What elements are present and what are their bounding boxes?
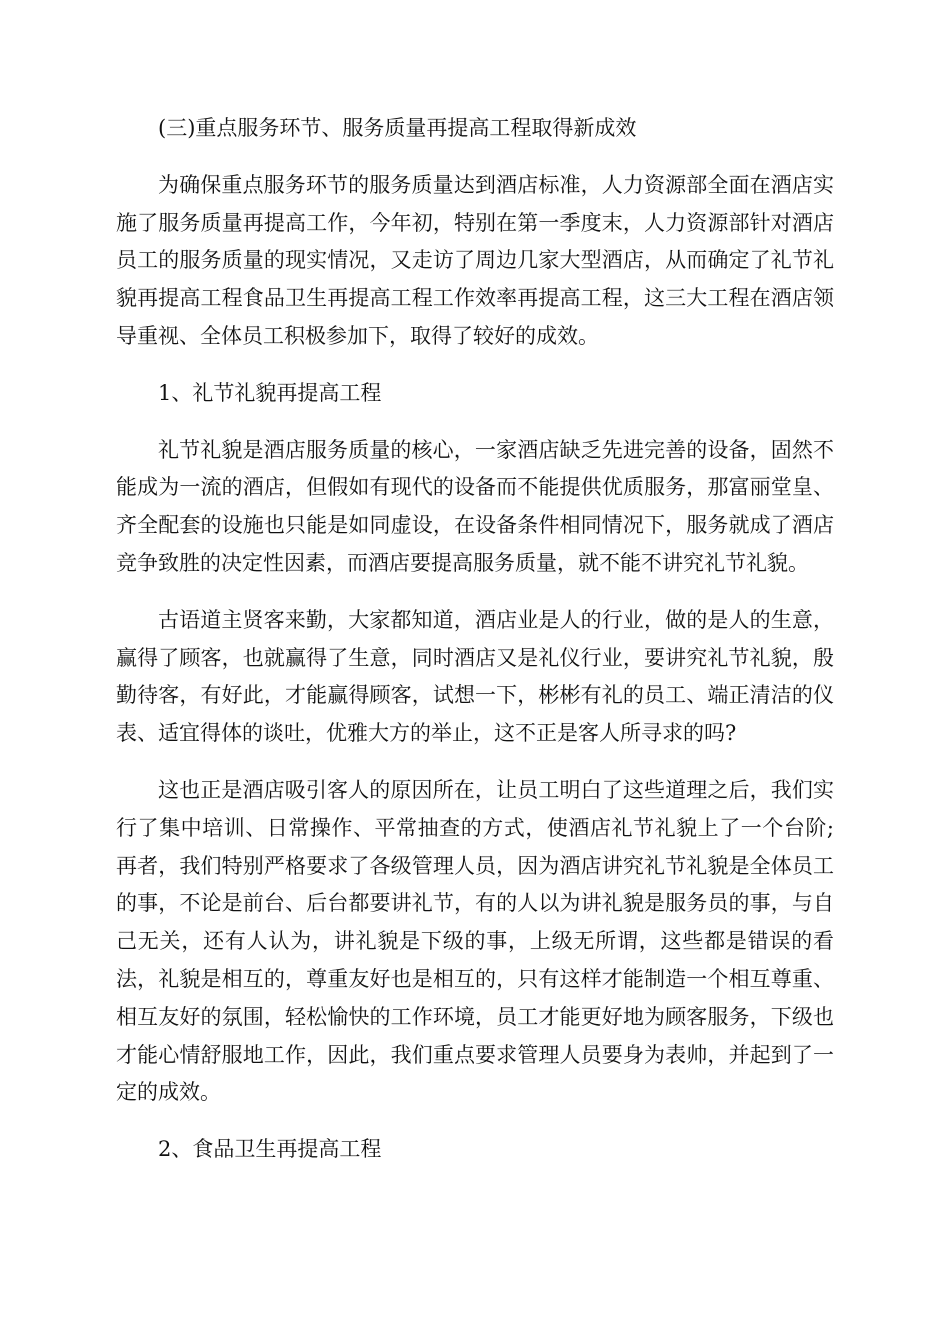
subheading-food-hygiene: 2、食品卫生再提高工程 bbox=[158, 1137, 382, 1162]
subheading-courtesy: 1、礼节礼貌再提高工程 bbox=[158, 380, 382, 405]
paragraph-hospitality: 古语道主贤客来勤，大家都知道，酒店业是人的行业，做的是人的生意，赢得了顾客，也就赢得了生意，同时酒店又是礼仪行业，要讲究礼节礼貌，殷勤待客，有好此，才能赢得顾客，试想一下，彬彬有礼的员工、端正清洁的仪表、适宜得体的谈吐，优雅大方的举止，这不正是客人所寻求的吗? bbox=[116, 607, 834, 746]
intro-paragraph: 为确保重点服务环节的服务质量达到酒店标准，人力资源部全面在酒店实施了服务质量再提高工作，今年初，特别在第一季度末，人力资源部针对酒店员工的服务质量的现实情况，又走访了周边几家大型酒店，从而确定了礼节礼貌再提高工程食品卫生再提高工程工作效率再提高工程，这三大工程在酒店领导重视、全体员工积极参加下，取得了较好的成效。 bbox=[116, 172, 834, 348]
section-heading: (三)重点服务环节、服务质量再提高工程取得新成效 bbox=[158, 116, 637, 140]
paragraph-courtesy-core: 礼节礼貌是酒店服务质量的核心，一家酒店缺乏先进完善的设备，固然不能成为一流的酒店，但假如有现代的设备而不能提供优质服务，那富丽堂皇、齐全配套的设施也只能是如同虚设，在设备条件相同情况下，服务就成了酒店竞争致胜的决定性因素，而酒店要提高服务质量，就不能不讲究礼节礼貌。 bbox=[116, 437, 834, 575]
paragraph-training: 这也正是酒店吸引客人的原因所在，让员工明白了这些道理之后，我们实行了集中培训、日常操作、平常抽查的方式，使酒店礼节礼貌上了一个台阶;再者，我们特别严格要求了各级管理人员，因为酒店讲究礼节礼貌是全体员工的事，不论是前台、后台都要讲礼节，有的人以为讲礼貌是服务员的事，与自己无关，还有人认为，讲礼貌是下级的事，上级无所谓，这些都是错误的看法，礼貌是相互的，尊重友好也是相互的，只有这样才能制造一个相互尊重、相互友好的氛围，轻松愉快的工作环境，员工才能更好地为顾客服务，下级也才能心情舒服地工作，因此，我们重点要求管理人员要身为表帅，并起到了一定的成效。 bbox=[116, 777, 834, 1105]
